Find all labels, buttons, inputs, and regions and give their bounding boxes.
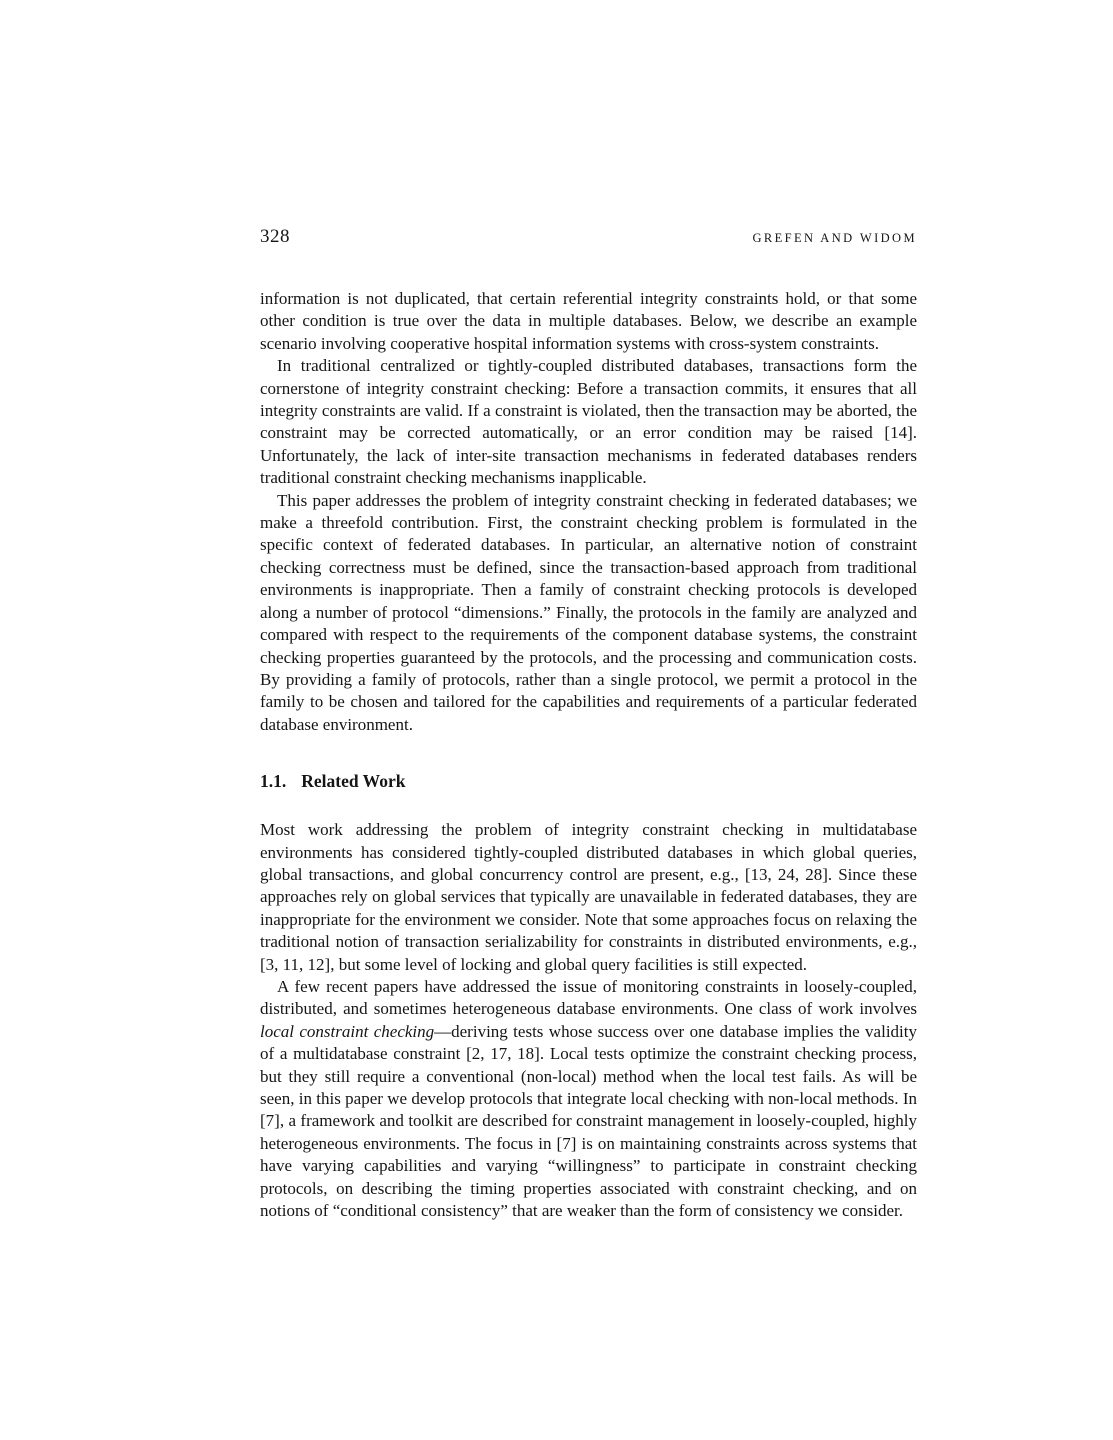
running-header <box>260 226 917 248</box>
paragraph-text: A few recent papers have addressed the issue of monitoring constraints in loosely-coupled, distributed, and sometimes heterogeneous database environments. One class of work involves <box>260 976 917 1019</box>
body-paragraph <box>260 288 917 355</box>
article-body <box>260 288 917 1222</box>
page-number: 328 <box>260 226 290 247</box>
paragraph-text: This paper addresses the problem of integrity constraint checking in federated databases; we make a threefold contribution. First, the constraint checking problem is formulated in the specific context of federated databases. In particular, an alternative notion of constraint checking correctness must be defined, since the transaction-based approach from traditional environments is inappropriate. Then a family of constraint checking protocols is developed along a number of protocol “dimensions.” Finally, the protocols in the family are analyzed and compared with respect to the requirements of the component database systems, the constraint checking properties guaranteed by the protocols, and the processing and communication costs. By providing a family of protocols, rather than a single protocol, we permit a protocol in the family to be chosen and tailored for the capabilities and requirements of a particular federated database environment. <box>260 490 917 734</box>
paragraph-text: information is not duplicated, that certain referential integrity constraints hold, or that some other condition is true over the data in multiple databases. Below, we describe an example scenario involving cooperative hospital information systems with cross-system constraints. <box>260 289 917 353</box>
paragraph-text: —deriving tests whose success over one database implies the validity of a multidatabase constraint [2, 17, 18]. Local tests optimize the constraint checking process, but they still require a conventional (non-local) method when the local test fails. As will be seen, in this paper we develop protocols that integrate local checking with non-local methods. In [7], a framework and toolkit are described for constraint management in loosely-coupled, highly heterogeneous environments. The focus in [7] is on maintaining constraints across systems that have varying capabilities and varying “willingness” to participate in constraint checking protocols, on describing the timing properties associated with constraint checking, and on notions of “conditional consistency” that are weaker than the form of consistency we consider. <box>260 1021 917 1221</box>
body-paragraph <box>260 819 917 976</box>
subsection-number: 1.1. <box>260 771 287 792</box>
subsection-heading <box>260 770 917 792</box>
body-paragraph <box>260 355 917 489</box>
body-paragraph <box>260 976 917 1222</box>
subsection-title: Related Work <box>301 771 406 792</box>
body-paragraph <box>260 490 917 736</box>
paragraph-text: Most work addressing the problem of integrity constraint checking in multidatabase environments has considered tightly-coupled distributed databases in which global queries, global transactions, and global concurrency control are present, e.g., [13, 24, 28]. Since these approaches rely on global services that typically are unavailable in federated databases, they are inappropriate for the environment we consider. Note that some approaches focus on relaxing the traditional notion of transaction serializability for constraints in distributed environments, e.g., [3, 11, 12], but some level of locking and global query facilities is still expected. <box>260 820 917 974</box>
intro-section <box>260 288 917 736</box>
related-work-section <box>260 819 917 1222</box>
running-title: GREFEN AND WIDOM <box>752 231 917 245</box>
paragraph-text: In traditional centralized or tightly-coupled distributed databases, transactions form the cornerstone of integrity constraint checking: Before a transaction commits, it ensures that all integrity constraints are valid. If a constraint is violated, then the transaction may be aborted, the constraint may be corrected automatically, or an error condition may be raised [14]. Unfortunately, the lack of inter-site transaction mechanisms in federated databases renders traditional constraint checking mechanisms inapplicable. <box>260 356 917 488</box>
emphasized-term: local constraint checking <box>260 1021 435 1041</box>
